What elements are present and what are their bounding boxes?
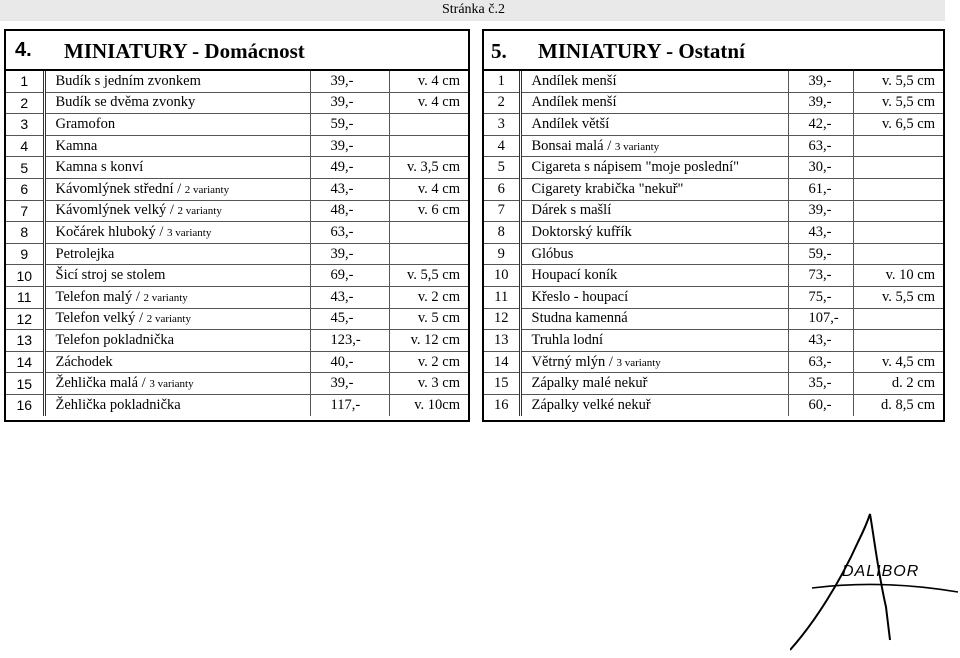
item-size: v. 6,5 cm <box>853 114 943 136</box>
item-name: Bonsai malá / <box>531 137 615 154</box>
row-number: 12 <box>6 308 44 330</box>
table-row <box>484 351 943 373</box>
table-row <box>6 373 468 395</box>
item-variants: 2 varianty <box>143 291 188 304</box>
table-row <box>6 265 468 287</box>
table-row <box>6 351 468 373</box>
item-price: 59,- <box>310 114 389 136</box>
item-name: Žehlička pokladnička <box>55 396 181 413</box>
item-size: v. 3,5 cm <box>389 157 468 179</box>
item-size: v. 5,5 cm <box>853 286 943 308</box>
item-variants: 3 varianty <box>616 356 661 369</box>
table-row <box>484 222 943 244</box>
item-name: Budík se dvěma zvonky <box>55 94 196 111</box>
item-name: Zápalky malé nekuř <box>531 375 648 392</box>
item-name-cell <box>520 265 788 287</box>
item-name-cell <box>44 330 310 352</box>
row-number: 12 <box>484 308 520 330</box>
item-name-cell <box>520 330 788 352</box>
table-row <box>6 200 468 222</box>
item-price: 30,- <box>788 157 853 179</box>
table-row <box>484 178 943 200</box>
item-variants: 2 varianty <box>184 183 230 196</box>
section-number: 5. <box>491 39 507 63</box>
item-name: Telefon malý / <box>55 288 144 305</box>
row-number: 4 <box>484 135 520 157</box>
table-row <box>484 308 943 330</box>
item-name: Telefon velký / <box>55 310 147 327</box>
item-name: Doktorský kufřík <box>531 223 632 240</box>
row-number: 10 <box>484 265 520 287</box>
item-name-cell <box>520 373 788 395</box>
item-price: 42,- <box>788 114 853 136</box>
item-variants: 2 varianty <box>146 313 191 326</box>
item-name: Petrolejka <box>55 245 115 262</box>
item-price: 63,- <box>788 135 853 157</box>
item-name: Gramofon <box>55 115 116 132</box>
item-name-cell <box>520 178 788 200</box>
item-name: Zápalky velké nekuř <box>531 396 651 413</box>
item-name-cell <box>44 92 310 114</box>
item-price: 43,- <box>310 178 389 200</box>
table-row <box>484 394 943 415</box>
item-name: Houpací koník <box>531 267 618 284</box>
item-name: Šicí stroj se stolem <box>55 267 166 284</box>
section-title-bar <box>484 31 943 71</box>
item-name-cell <box>520 308 788 330</box>
item-name-cell <box>520 71 788 92</box>
table-row <box>6 178 468 200</box>
row-number: 2 <box>484 92 520 114</box>
item-name-cell <box>520 92 788 114</box>
item-price: 39,- <box>310 373 389 395</box>
item-size <box>853 308 943 330</box>
item-name: Dárek s mašlí <box>531 202 612 219</box>
row-number: 9 <box>484 243 520 265</box>
item-size <box>853 135 943 157</box>
row-number: 3 <box>6 114 44 136</box>
row-number: 6 <box>6 178 44 200</box>
item-name: Andílek větší <box>531 115 610 132</box>
item-price: 39,- <box>310 71 389 92</box>
row-number: 6 <box>484 178 520 200</box>
table-row <box>6 157 468 179</box>
page-header-bar <box>0 0 945 21</box>
item-size: v. 10 cm <box>853 265 943 287</box>
signature-graphic <box>790 512 960 652</box>
row-number: 13 <box>6 330 44 352</box>
item-name-cell <box>520 200 788 222</box>
item-price: 59,- <box>788 243 853 265</box>
item-size <box>389 135 468 157</box>
table-row <box>484 200 943 222</box>
item-name: Záchodek <box>55 353 113 370</box>
item-size: v. 3 cm <box>389 373 468 395</box>
row-number: 14 <box>484 351 520 373</box>
item-variants: 3 varianty <box>149 378 194 391</box>
item-name-cell <box>44 308 310 330</box>
item-size: v. 6 cm <box>389 200 468 222</box>
row-number: 8 <box>484 222 520 244</box>
table-row <box>6 135 468 157</box>
item-name: Větrný mlýn / <box>531 353 617 370</box>
item-size: d. 2 cm <box>853 373 943 395</box>
item-price: 40,- <box>310 351 389 373</box>
item-size <box>389 222 468 244</box>
item-name: Cigareta s nápisem "moje poslední" <box>531 159 740 176</box>
item-name-cell <box>520 351 788 373</box>
item-price: 69,- <box>310 265 389 287</box>
row-number: 13 <box>484 330 520 352</box>
item-name: Studna kamenná <box>531 310 628 327</box>
item-size <box>389 114 468 136</box>
table-row <box>484 373 943 395</box>
item-size: d. 8,5 cm <box>881 396 935 413</box>
item-name: Telefon pokladnička <box>55 331 175 348</box>
item-name: Kamna <box>55 137 98 154</box>
table-row <box>6 243 468 265</box>
item-price: 75,- <box>788 286 853 308</box>
row-number: 1 <box>6 71 44 92</box>
price-table-domacnost <box>6 71 468 416</box>
row-number: 15 <box>484 373 520 395</box>
item-name-cell <box>44 265 310 287</box>
table-row <box>6 394 468 415</box>
table-row <box>484 157 943 179</box>
item-price: 63,- <box>310 222 389 244</box>
item-name-cell <box>520 394 788 415</box>
item-price: 48,- <box>310 200 389 222</box>
item-name-cell <box>520 243 788 265</box>
item-variants: 3 varianty <box>614 140 660 153</box>
row-number: 15 <box>6 373 44 395</box>
row-number: 10 <box>6 265 44 287</box>
item-size: v. 2 cm <box>389 286 468 308</box>
item-size: v. 5,5 cm <box>853 71 943 92</box>
item-price: 43,- <box>310 286 389 308</box>
table-row <box>484 71 943 92</box>
item-size: v. 5,5 cm <box>853 92 943 114</box>
item-price: 63,- <box>788 351 853 373</box>
row-number: 3 <box>484 114 520 136</box>
item-name-cell <box>44 114 310 136</box>
item-price: 107,- <box>788 308 853 330</box>
table-row <box>484 92 943 114</box>
table-row <box>484 243 943 265</box>
item-size: v. 4,5 cm <box>853 351 943 373</box>
table-row <box>6 222 468 244</box>
row-number: 11 <box>6 286 44 308</box>
item-name-cell <box>44 135 310 157</box>
item-price: 35,- <box>788 373 853 395</box>
item-name-cell <box>44 373 310 395</box>
row-number: 5 <box>484 157 520 179</box>
table-row <box>6 92 468 114</box>
section-title: MINIATURY - Domácnost <box>64 39 305 63</box>
item-price: 39,- <box>310 92 389 114</box>
item-price: 60,- <box>788 394 853 415</box>
item-price: 39,- <box>788 71 853 92</box>
section-title-bar <box>6 31 468 71</box>
item-name-cell <box>44 178 310 200</box>
item-price: 117,- <box>310 394 389 415</box>
item-size <box>853 330 943 352</box>
item-size <box>853 222 943 244</box>
item-name: Žehlička malá / <box>55 375 150 392</box>
item-name: Andílek menší <box>531 94 617 111</box>
item-price: 39,- <box>310 135 389 157</box>
item-size: v. 2 cm <box>389 351 468 373</box>
item-name: Truhla lodní <box>531 331 604 348</box>
table-row <box>484 135 943 157</box>
table-row <box>6 330 468 352</box>
row-number: 8 <box>6 222 44 244</box>
row-number: 14 <box>6 351 44 373</box>
item-size: v. 4 cm <box>389 178 468 200</box>
section-domacnost <box>4 29 470 422</box>
item-name-cell <box>44 243 310 265</box>
item-name-cell <box>520 286 788 308</box>
item-size: v. 4 cm <box>389 92 468 114</box>
item-price: 123,- <box>310 330 389 352</box>
item-name-cell <box>44 71 310 92</box>
item-name-cell <box>520 157 788 179</box>
item-name-cell <box>44 222 310 244</box>
item-name-cell <box>520 135 788 157</box>
item-name-cell <box>520 114 788 136</box>
item-price: 43,- <box>788 330 853 352</box>
section-title: MINIATURY - Ostatní <box>538 39 745 63</box>
row-number: 1 <box>484 71 520 92</box>
item-variants: 3 varianty <box>167 226 212 239</box>
item-name-cell <box>44 351 310 373</box>
item-size <box>853 178 943 200</box>
item-name: Glóbus <box>531 245 574 262</box>
item-name: Kamna s konví <box>55 159 144 176</box>
row-number: 7 <box>6 200 44 222</box>
row-number: 5 <box>6 157 44 179</box>
item-name-cell <box>44 157 310 179</box>
item-price: 39,- <box>310 243 389 265</box>
row-number: 2 <box>6 92 44 114</box>
row-number: 11 <box>484 286 520 308</box>
table-row <box>484 114 943 136</box>
item-name-cell <box>44 200 310 222</box>
item-size <box>853 200 943 222</box>
item-name-cell <box>520 222 788 244</box>
item-size: v. 12 cm <box>389 330 468 352</box>
section-ostatni <box>482 29 945 422</box>
row-number: 7 <box>484 200 520 222</box>
page-number-label: Stránka č.2 <box>442 2 505 17</box>
table-row <box>6 286 468 308</box>
table-row <box>484 286 943 308</box>
row-number: 4 <box>6 135 44 157</box>
signature-text: DALIBOR <box>842 563 920 580</box>
table-row <box>484 265 943 287</box>
item-price: 45,- <box>310 308 389 330</box>
row-number: 9 <box>6 243 44 265</box>
table-row <box>6 308 468 330</box>
table-row <box>484 330 943 352</box>
item-name: Kávomlýnek velký / <box>55 202 178 219</box>
item-size <box>389 243 468 265</box>
item-name: Křeslo - houpací <box>531 288 629 305</box>
item-size: v. 10cm <box>414 396 460 413</box>
row-number: 16 <box>484 394 520 415</box>
item-name: Budík s jedním zvonkem <box>55 72 201 89</box>
item-price: 43,- <box>788 222 853 244</box>
item-price: 73,- <box>788 265 853 287</box>
item-price: 61,- <box>788 178 853 200</box>
item-price: 39,- <box>788 92 853 114</box>
price-table-ostatni <box>484 71 943 416</box>
table-row <box>6 71 468 92</box>
item-size <box>853 157 943 179</box>
table-row <box>6 114 468 136</box>
item-name: Kočárek hluboký / <box>55 223 168 240</box>
item-name: Cigarety krabička "nekuř" <box>531 180 684 197</box>
item-name-cell <box>44 286 310 308</box>
item-size: v. 5 cm <box>389 308 468 330</box>
item-name: Andílek menší <box>531 72 617 89</box>
item-name-cell <box>44 394 310 415</box>
item-price: 49,- <box>310 157 389 179</box>
row-number: 16 <box>6 394 44 415</box>
item-price: 39,- <box>788 200 853 222</box>
item-variants: 2 varianty <box>177 205 222 218</box>
item-size: v. 4 cm <box>389 71 468 92</box>
item-size: v. 5,5 cm <box>389 265 468 287</box>
section-number: 4. <box>15 39 32 61</box>
item-size <box>853 243 943 265</box>
item-name: Kávomlýnek střední / <box>55 180 185 197</box>
